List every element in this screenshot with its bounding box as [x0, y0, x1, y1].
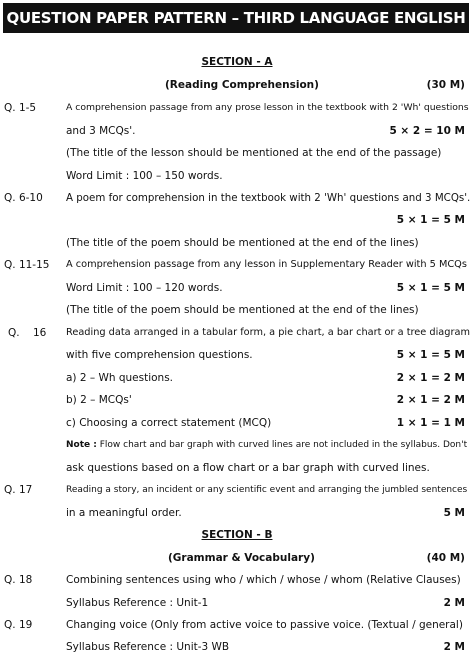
question-text: Word Limit : 100 – 150 words. — [66, 170, 223, 182]
question-text: A comprehension passage from any lesson in Supplementary Reader with 5 MCQs — [66, 259, 467, 270]
section-b-title: SECTION - B — [201, 529, 273, 541]
question-marks: 5 × 1 = 5 M — [396, 282, 465, 294]
section-a-marks: (30 M) — [426, 79, 465, 91]
question-text: (The title of the poem should be mentioned at the end of the lines) — [66, 237, 419, 249]
question-number: Q. 6-10 — [4, 192, 43, 204]
question-text: A comprehension passage from any prose lesson in the textbook with 2 'Wh' questions — [66, 102, 469, 113]
question-text: Combining sentences using who / which / whose / whom (Relative Clauses) — [66, 574, 461, 586]
question-marks: 5 × 1 = 5 M — [396, 349, 465, 361]
question-text: in a meaningful order. — [66, 507, 182, 519]
question-number: Q. 19 — [4, 619, 33, 631]
question-number: Q. 18 — [4, 574, 33, 586]
note-text: ask questions based on a flow chart or a bar graph with curved lines. — [66, 462, 430, 474]
note-text: Flow chart and bar graph with curved lines are not included in the syllabus. Don't — [96, 440, 468, 450]
note — [66, 438, 467, 452]
question-number: Q. 11-15 — [4, 259, 50, 271]
question-text: A poem for comprehension in the textbook with 2 'Wh' questions and 3 MCQs'. — [66, 192, 471, 204]
section-b-marks: (40 M) — [426, 552, 465, 564]
question-text: and 3 MCQs'. — [66, 125, 136, 137]
question-text: with five comprehension questions. — [66, 349, 253, 361]
question-number-prefix: Q. — [8, 327, 20, 339]
section-a-subtitle: (Reading Comprehension) — [165, 79, 319, 91]
question-marks: 2 M — [443, 641, 465, 653]
question-marks: 2 M — [443, 597, 465, 609]
question-text: Syllabus Reference : Unit-1 — [66, 597, 209, 609]
section-b-subtitle: (Grammar & Vocabulary) — [168, 552, 315, 564]
question-text: Syllabus Reference : Unit-3 WB — [66, 641, 230, 653]
question-text: Word Limit : 100 – 120 words. — [66, 282, 223, 294]
question-marks: 5 × 2 = 10 M — [389, 125, 465, 137]
question-text: (The title of the lesson should be mentioned at the end of the passage) — [66, 147, 442, 159]
sub-question-marks: 2 × 1 = 2 M — [396, 372, 465, 384]
sub-question-marks: 2 × 1 = 2 M — [396, 394, 465, 406]
sub-question-marks: 1 × 1 = 1 M — [396, 417, 465, 429]
page-header: QUESTION PAPER PATTERN – THIRD LANGUAGE ENGLISH — [3, 3, 469, 33]
question-marks: 5 × 1 = 5 M — [396, 214, 465, 226]
question-text: Changing voice (Only from active voice to passive voice. (Textual / general) — [66, 619, 463, 631]
sub-question: b) 2 – MCQs' — [66, 394, 132, 406]
question-text: (The title of the poem should be mentioned at the end of the lines) — [66, 304, 419, 316]
sub-question: a) 2 – Wh questions. — [66, 372, 174, 384]
question-number: Q. 17 — [4, 484, 33, 496]
question-number: 16 — [33, 327, 47, 339]
note-label: Note : — [66, 440, 97, 450]
section-a-title: SECTION - A — [201, 56, 273, 68]
sub-question: c) Choosing a correct statement (MCQ) — [66, 417, 272, 429]
question-text: Reading a story, an incident or any scientific event and arranging the jumbled sentences — [66, 485, 468, 495]
question-marks: 5 M — [443, 507, 465, 519]
question-text: Reading data arranged in a tabular form, a pie chart, a bar chart or a tree diagram — [66, 327, 470, 338]
question-number: Q. 1-5 — [4, 102, 37, 114]
